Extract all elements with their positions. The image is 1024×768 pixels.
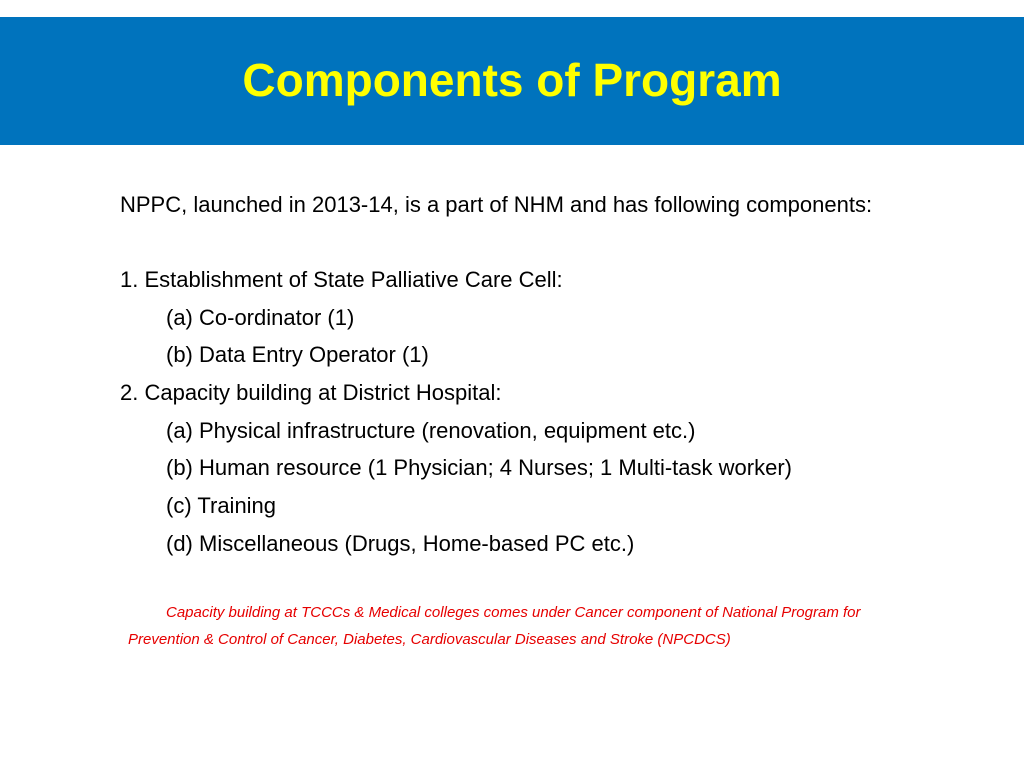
component-1-subitem: (a) Co-ordinator (1)	[166, 305, 355, 330]
footnote-line-1: Capacity building at TCCCs & Medical colleges comes under Cancer component of National Program for	[166, 604, 861, 621]
component-2-subitem: (d) Miscellaneous (Drugs, Home-based PC etc.)	[166, 531, 635, 556]
intro-text: NPPC, launched in 2013-14, is a part of NHM and has following components:	[120, 192, 873, 217]
component-1-heading: 1. Establishment of State Palliative Care Cell:	[120, 267, 563, 292]
footnote-line-2: Prevention & Control of Cancer, Diabetes, Cardiovascular Diseases and Stroke (NPCDCS)	[128, 631, 731, 648]
component-1-subitem: (b) Data Entry Operator (1)	[166, 342, 429, 367]
component-2-heading: 2. Capacity building at District Hospital:	[120, 380, 502, 405]
component-2-subitem: (a) Physical infrastructure (renovation, equipment etc.)	[166, 418, 696, 443]
component-2-subitem: (c) Training	[166, 493, 277, 518]
slide-title: Components of Program	[242, 54, 782, 106]
component-2-subitem: (b) Human resource (1 Physician; 4 Nurses; 1 Multi-task worker)	[166, 455, 792, 480]
